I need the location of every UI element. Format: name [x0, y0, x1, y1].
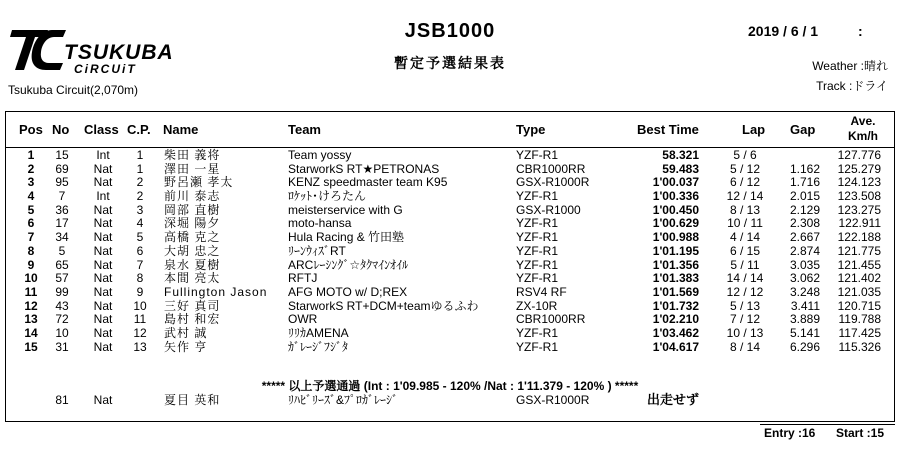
cell-pos: 2: [27, 161, 35, 176]
cell-pos: 13: [24, 312, 38, 327]
cell-name: Fullington Jason: [164, 284, 268, 299]
cell-cp: 10: [133, 298, 147, 313]
cell-name: 泉水 夏樹: [164, 257, 221, 272]
cell-class: Nat: [93, 202, 113, 217]
cell-cp: 7: [136, 257, 144, 272]
col-header-cp: C.P.: [127, 122, 151, 137]
cell-team: RFTJ: [288, 271, 318, 286]
cell-cp: 1: [136, 148, 144, 162]
dns-row: [0, 392, 900, 408]
table-row: [0, 259, 900, 273]
cell-cp: 6: [136, 243, 144, 258]
cell-no: 36: [55, 202, 69, 217]
qualification-note: ***** 以上予選通過 (Int : 1'09.985 - 120% /Nat : 1'11.379 - 120% ) *****: [261, 379, 639, 393]
cell-team: moto-hansa: [288, 216, 352, 231]
cell-type: YZF-R1: [516, 271, 558, 286]
cell-ave: 117.425: [838, 325, 881, 340]
col-header-lap: Lap: [742, 122, 766, 137]
cell-type: RSV4 RF: [516, 284, 567, 299]
dns-type: GSX-R1000R: [516, 393, 590, 407]
cell-ave: 122.911: [838, 216, 881, 231]
table-row: [0, 217, 900, 231]
cell-cp: 2: [136, 189, 144, 204]
table-row: [0, 327, 900, 341]
col-header-gap: Gap: [790, 122, 816, 137]
cell-type: YZF-R1: [516, 243, 558, 258]
cell-no: 57: [55, 271, 69, 286]
dns-status: 出走せず: [646, 392, 699, 407]
cell-lap: 10 / 13: [726, 325, 764, 340]
cell-team: Hula Racing & 竹田塾: [288, 230, 405, 245]
cell-type: CBR1000RR: [516, 161, 586, 176]
table-border-bottom: [5, 421, 895, 422]
cell-type: GSX-R1000: [516, 202, 581, 217]
cell-best: 1'00.336: [652, 189, 699, 204]
cell-cp: 1: [136, 161, 144, 176]
table-row: [0, 300, 900, 314]
cell-gap: 3.035: [789, 257, 820, 272]
cell-class: Nat: [93, 271, 113, 286]
cell-best: 1'01.356: [652, 257, 699, 272]
cell-gap: 1.162: [789, 161, 820, 176]
cell-best: 1'00.988: [652, 230, 699, 245]
cell-class: Nat: [93, 216, 113, 231]
cell-ave: 121.775: [837, 243, 881, 258]
weather: Weather :晴れ: [812, 59, 888, 73]
cell-team: AFG MOTO w/ D;REX: [288, 284, 408, 299]
cell-name: 島村 和宏: [164, 312, 221, 327]
time-placeholder: :: [858, 23, 863, 39]
col-header-best-time: Best Time: [637, 122, 699, 137]
cell-pos: 8: [27, 243, 35, 258]
cell-pos: 4: [27, 189, 35, 204]
cell-best: 1'00.037: [652, 175, 699, 190]
col-header-type: Type: [516, 122, 546, 137]
cell-name: 大胡 忠之: [164, 243, 221, 258]
cell-best: 1'02.210: [652, 312, 699, 327]
results-table: [0, 149, 900, 354]
table-row: [0, 176, 900, 190]
cell-pos: 11: [24, 284, 38, 299]
cell-lap: 12 / 12: [726, 284, 764, 299]
cell-pos: 14: [24, 325, 38, 340]
cell-gap: 5.141: [789, 325, 820, 340]
cell-no: 15: [55, 148, 69, 162]
cell-no: 34: [55, 230, 69, 245]
cell-best: 1'04.617: [652, 339, 699, 354]
cell-no: 72: [55, 312, 69, 327]
cell-class: Nat: [93, 175, 113, 190]
col-header-class: Class: [84, 122, 119, 137]
entry-count: Entry :16: [764, 426, 816, 440]
table-row: [0, 163, 900, 177]
cell-ave: 115.326: [838, 339, 881, 354]
cell-pos: 5: [27, 202, 35, 217]
col-header-name: Name: [163, 122, 199, 137]
cell-lap: 5 / 13: [729, 298, 761, 313]
cell-pos: 15: [24, 339, 38, 354]
cell-cp: 9: [136, 284, 144, 299]
cell-cp: 5: [136, 230, 144, 245]
cell-no: 17: [55, 216, 69, 231]
cell-name: 深堀 陽夕: [164, 216, 221, 231]
cell-name: 柴田 義将: [164, 148, 221, 162]
cell-class: Nat: [93, 161, 113, 176]
cell-team: ﾘﾘｶAMENA: [288, 325, 349, 340]
cell-cp: 4: [136, 216, 144, 231]
cell-class: Nat: [93, 230, 113, 245]
cell-cp: 8: [136, 271, 144, 286]
cell-best: 59.483: [662, 161, 699, 176]
cell-name: 前川 泰志: [164, 189, 221, 204]
cell-cp: 11: [133, 312, 147, 327]
cell-team: StarworkS RT+DCM+teamゆるふわ: [288, 298, 479, 313]
col-header-ave-line1: Ave.: [850, 114, 876, 128]
cell-class: Nat: [93, 298, 113, 313]
cell-ave: 127.776: [837, 148, 881, 162]
cell-lap: 4 / 14: [729, 230, 761, 245]
cell-gap: 2.129: [789, 202, 820, 217]
cell-type: CBR1000RR: [516, 312, 586, 327]
cell-cp: 13: [133, 339, 147, 354]
cell-ave: 121.455: [837, 257, 881, 272]
cell-team: ARCﾚｰｼﾝｸﾞ☆ﾀｸﾏｲﾝｵｲﾙ: [288, 257, 409, 272]
cell-cp: 12: [133, 325, 147, 340]
start-count: Start :15: [836, 426, 885, 440]
cell-lap: 10 / 11: [727, 216, 763, 231]
cell-ave: 123.275: [837, 202, 881, 217]
col-header-team: Team: [288, 122, 321, 137]
cell-class: Nat: [93, 312, 113, 327]
page-title: JSB1000: [404, 20, 496, 42]
cell-type: YZF-R1: [516, 216, 558, 231]
cell-name: 澤田 一星: [164, 161, 221, 176]
cell-lap: 6 / 15: [729, 243, 761, 258]
cell-lap: 5 / 11: [730, 257, 760, 272]
dns-class: Nat: [93, 393, 113, 407]
dns-no: 81: [55, 393, 69, 407]
cell-team: StarworkS RT★PETRONAS: [288, 161, 440, 176]
cell-pos: 10: [24, 271, 38, 286]
cell-team: Team yossy: [288, 148, 352, 162]
cell-ave: 124.123: [837, 175, 881, 190]
cell-class: Int: [96, 148, 110, 162]
table-row: [0, 190, 900, 204]
cell-cp: 2: [136, 175, 144, 190]
cell-lap: 8 / 14: [729, 339, 761, 354]
cell-team: ﾛｹｯﾄ･けろたん: [288, 189, 367, 204]
cell-no: 95: [55, 175, 69, 190]
table-border-top: [5, 111, 895, 112]
cell-lap: 12 / 14: [726, 189, 764, 204]
cell-type: YZF-R1: [516, 148, 558, 162]
cell-class: Nat: [93, 243, 113, 258]
cell-class: Nat: [93, 284, 113, 299]
cell-best: 1'01.195: [652, 243, 699, 258]
cell-class: Nat: [93, 325, 113, 340]
cell-name: 三好 真司: [164, 298, 221, 313]
cell-no: 43: [55, 298, 69, 313]
cell-name: 高橋 克之: [164, 230, 221, 245]
table-row: [0, 272, 900, 286]
cell-lap: 14 / 14: [726, 271, 764, 286]
cell-name: 武村 誠: [164, 325, 208, 340]
cell-name: 矢作 亨: [164, 339, 208, 354]
cell-gap: 1.716: [789, 175, 820, 190]
cell-best: 1'01.569: [652, 284, 699, 299]
page-subtitle: 暫定予選結果表: [394, 55, 506, 71]
cell-team: KENZ speedmaster team K95: [288, 175, 448, 190]
cell-gap: 3.248: [789, 284, 820, 299]
cell-type: YZF-R1: [516, 339, 558, 354]
dns-name: 夏目 英和: [164, 393, 221, 407]
logo-text-main: TSUKUBA: [64, 41, 174, 64]
cell-ave: 120.715: [837, 298, 881, 313]
table-row: [0, 231, 900, 245]
cell-type: GSX-R1000R: [516, 175, 590, 190]
cell-best: 1'00.629: [652, 216, 699, 231]
cell-gap: 2.308: [789, 216, 820, 231]
cell-name: 本間 亮太: [164, 271, 221, 286]
cell-no: 69: [55, 161, 69, 176]
date: 2019 / 6 / 1: [748, 23, 819, 39]
cell-team: ﾘｰﾝｳｨｽﾞRT: [288, 243, 346, 258]
cell-gap: 2.874: [789, 243, 820, 258]
table-row: [0, 341, 900, 355]
cell-ave: 125.279: [837, 161, 881, 176]
cell-no: 65: [55, 257, 69, 272]
cell-gap: 2.015: [789, 189, 820, 204]
cell-pos: 3: [27, 175, 35, 190]
cell-type: YZF-R1: [516, 257, 558, 272]
cell-type: YZF-R1: [516, 189, 558, 204]
table-row: [0, 245, 900, 259]
cell-pos: 7: [27, 230, 35, 245]
cell-pos: 6: [27, 216, 35, 231]
cell-name: 野呂瀬 孝太: [164, 175, 234, 190]
cell-best: 1'01.383: [652, 271, 699, 286]
cell-team: meisterservice with G: [288, 202, 403, 217]
cell-lap: 8 / 13: [729, 202, 761, 217]
circuit-logo: [8, 24, 208, 80]
col-header-ave: [833, 114, 893, 144]
cell-no: 99: [55, 284, 69, 299]
cell-gap: 2.667: [789, 230, 820, 245]
cell-team: OWR: [288, 312, 318, 327]
cell-gap: 3.062: [789, 271, 820, 286]
cell-ave: 121.035: [837, 284, 881, 299]
cell-ave: 122.188: [837, 230, 881, 245]
cell-lap: 5 / 6: [733, 148, 757, 162]
cell-best: 1'00.450: [652, 202, 699, 217]
dns-team: ﾘﾊﾋﾞﾘｰｽﾞ&ﾌﾟﾛｶﾞﾚｰｼﾞ: [288, 393, 399, 407]
cell-lap: 7 / 12: [729, 312, 761, 327]
logo-text-sub: CiRCUiT: [74, 62, 137, 76]
cell-class: Nat: [93, 339, 113, 354]
cell-best: 58.321: [662, 148, 699, 162]
cell-gap: 3.411: [790, 298, 820, 313]
cell-class: Nat: [93, 257, 113, 272]
cell-lap: 6 / 12: [729, 175, 761, 190]
cell-ave: 121.402: [837, 271, 881, 286]
col-header-ave-line2: Km/h: [848, 129, 878, 143]
tc-logo-icon: [8, 24, 70, 76]
track-condition: Track :ドライ: [816, 79, 888, 93]
cell-type: YZF-R1: [516, 230, 558, 245]
footer-divider: [760, 424, 895, 425]
cell-class: Int: [96, 189, 110, 204]
cell-best: 1'03.462: [652, 325, 699, 340]
cell-team: ｶﾞﾚｰｼﾞﾌｼﾞﾀ: [288, 339, 349, 354]
col-header-pos: Pos: [19, 122, 43, 137]
cell-best: 1'01.732: [652, 298, 699, 313]
cell-cp: 3: [136, 202, 144, 217]
cell-pos: 12: [24, 298, 38, 313]
cell-no: 31: [55, 339, 69, 354]
cell-no: 7: [58, 189, 66, 204]
cell-type: ZX-10R: [516, 298, 558, 313]
cell-ave: 119.788: [838, 312, 881, 327]
col-header-no: No: [52, 122, 70, 137]
cell-pos: 1: [27, 148, 35, 162]
circuit-name: Tsukuba Circuit(2,070m): [8, 83, 139, 97]
cell-no: 10: [55, 325, 69, 340]
table-row: [0, 313, 900, 327]
table-row: [0, 286, 900, 300]
table-row: [0, 149, 900, 163]
cell-lap: 5 / 12: [729, 161, 761, 176]
cell-gap: 3.889: [789, 312, 820, 327]
cell-no: 5: [58, 243, 66, 258]
cell-name: 岡部 直樹: [164, 202, 221, 217]
cell-gap: 6.296: [789, 339, 820, 354]
cell-ave: 123.508: [837, 189, 881, 204]
table-row: [0, 204, 900, 218]
cell-type: YZF-R1: [516, 325, 558, 340]
cell-pos: 9: [27, 257, 35, 272]
